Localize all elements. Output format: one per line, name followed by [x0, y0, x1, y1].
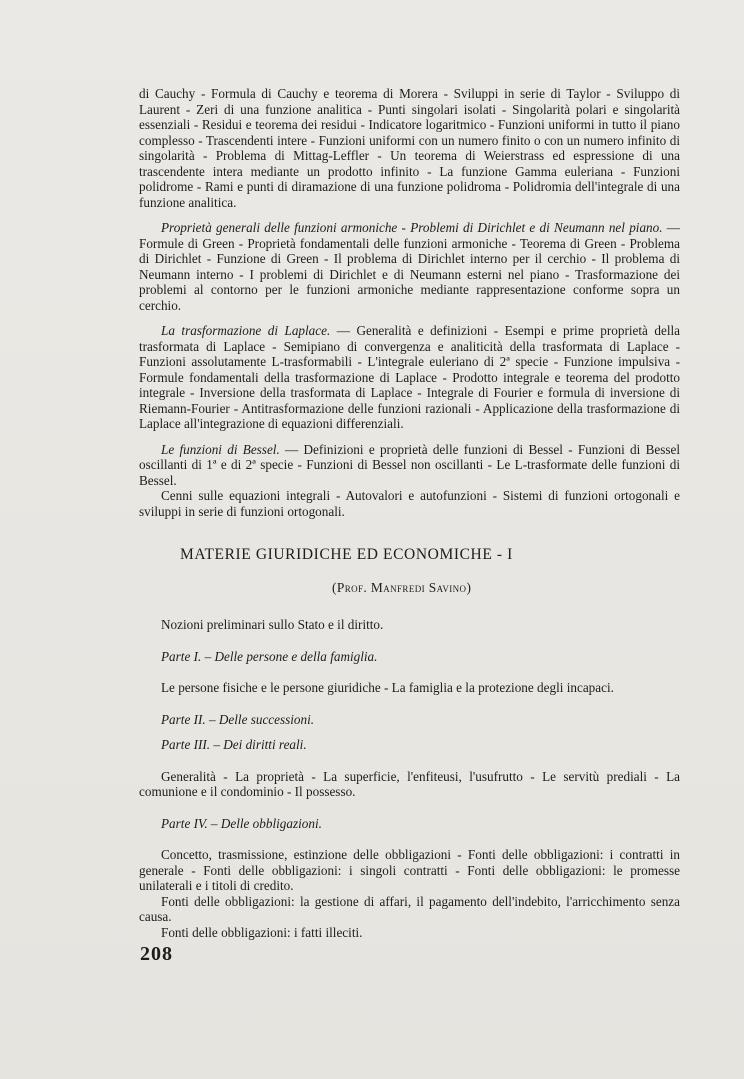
parte-4-heading: Parte IV. – Delle obbligazioni.	[161, 815, 322, 831]
parte-4-body-3: Fonti delle obbligazioni: i fatti illeciti.	[161, 924, 363, 940]
heading-bessel: Le funzioni di Bessel.	[161, 441, 280, 457]
parte-3-heading: Parte III. – Dei diritti reali.	[161, 737, 307, 752]
paragraph-complex-functions: di Cauchy - Formula di Cauchy e teorema di Morera - Sviluppi in serie di Taylor - Sviluppo di Laurent - Zeri di una funzione analitica - Punti singolari isolati - Singolarità polari e singolarità essenziali - Residui e teorema dei residui - Indicatore logaritmico - Funzioni uniformi in tutto il piano complesso - Trascendenti intere - Funzioni uniformi con un numero finito o con un numero infinito di singolarità - Problema di Mittag-Leffler - Un teorema di Weierstrass ed espressione di una trascendente intera mediante un prodotto infinito - La funzione Gamma euleriana - Funzioni polidrome - Rami e punti di diramazione di una funzione polidroma - Polidromia dell'integrale di una funzione analitica.	[139, 86, 680, 210]
paragraph-bessel	[139, 442, 680, 489]
section-title: MATERIE GIURIDICHE ED ECONOMICHE - I	[180, 546, 513, 563]
body-laplace: — Generalità e definizioni - Esempi e prime proprietà della trasformata di Laplace - Semipiano di convergenza e analiticità della trasformata di Laplace - Funzioni assolutamente L-trasformabili - L'integrale euleriano di 2ª specie - Funzione impulsiva - Formule fondamentali della trasformazione di Laplace - Prodotto integrale e teorema del prodotto integrale - Inversione della trasformata di Laplace - Integrale di Fourier e formula di inversione di Riemann-Fourier - Antitrasformazione delle funzioni razionali - Applicazione della trasformazione di Laplace all'integrazione di equazioni differenziali.	[139, 323, 680, 431]
parte-2-heading: Parte II. – Delle successioni.	[161, 711, 315, 727]
paragraph-laplace	[139, 323, 680, 432]
parte-3-body: Generalità - La proprietà - La superficie, l'enfiteusi, l'usufrutto - Le servitù prediali - La comunione e il condominio - Il possesso.	[139, 768, 680, 799]
body-harmonic-functions: — Formule di Green - Proprietà fondamentali delle funzioni armoniche - Teorema di Green - Problema di Dirichlet - Funzione di Green - Il problema di Dirichlet interno per il cerchio - Il problema di Neumann interno - I problemi di Dirichlet e di Neumann esterni nel piano - Trasformazione dei problemi al contorno per le funzioni armoniche mediante rappresentazione conforme sopra un cerchio.	[139, 220, 680, 313]
parte-4-body-2: Fonti delle obbligazioni: la gestione di affari, il pagamento dell'indebito, l'arricchimento senza causa.	[139, 893, 680, 924]
parte-1-body: Le persone fisiche e le persone giuridiche - La famiglia e la protezione degli incapaci.	[161, 680, 614, 695]
heading-laplace: La trasformazione di Laplace.	[161, 323, 331, 338]
heading-harmonic-functions: Proprietà generali delle funzioni armoniche - Problemi di Dirichlet e di Neumann nel piano.	[161, 220, 663, 235]
parte-1-heading: Parte I. – Delle persone e della famiglia.	[161, 648, 378, 664]
paragraph-integral-equations: Cenni sulle equazioni integrali - Autovalori e autofunzioni - Sistemi di funzioni ortogonali e sviluppi in serie di funzioni ortogonali.	[139, 488, 680, 519]
upper-text-block	[139, 86, 680, 519]
lower-text-block	[139, 617, 680, 940]
paragraph-harmonic-functions	[139, 220, 680, 313]
intro-line: Nozioni preliminari sullo Stato e il diritto.	[161, 617, 384, 632]
body-bessel: — Definizioni e proprietà delle funzioni di Bessel - Funzioni di Bessel oscillanti di 1ª e di 2ª specie - Funzioni di Bessel non oscillanti - Le L-trasformate delle funzioni di Bessel.	[139, 441, 680, 488]
page-number: 208	[140, 943, 173, 965]
parte-4-body-1: Concetto, trasmissione, estinzione delle obbligazioni - Fonti delle obbligazioni: i contratti in generale - Fonti delle obbligazioni: i singoli contratti - Fonti delle obbligazioni: le promesse unilaterali e i titoli di credito.	[139, 847, 680, 893]
professor-name: (Prof. Manfredi Savino)	[332, 580, 472, 595]
